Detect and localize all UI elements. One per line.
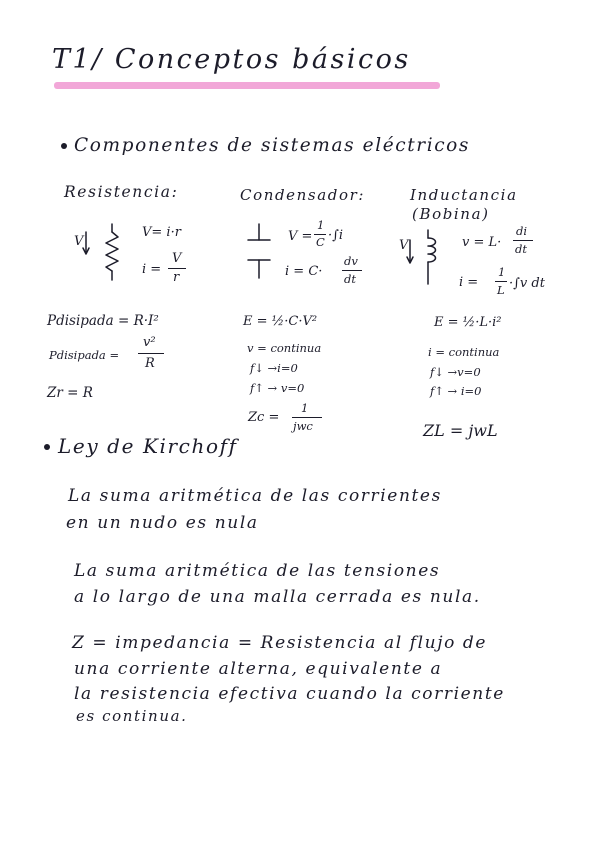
resistencia-title: Resistencia: (64, 183, 179, 201)
ind-energy: E = ½·L·i² (434, 315, 502, 330)
inductancia-subtitle: (Bobina) (412, 205, 490, 223)
ind-current-den: L (497, 283, 505, 297)
fraction-bar (342, 270, 362, 271)
current-equation-den: r (173, 270, 180, 285)
cap-impedance-lhs: Zc = (248, 410, 280, 425)
kirchoff-voltage-line-2: a lo largo de una malla cerrada es nula. (74, 587, 481, 607)
power-dissipated-2-num: v² (143, 335, 156, 350)
ind-note-continua: i = continua (428, 345, 500, 359)
resistor-impedance: Zr = R (47, 385, 93, 401)
fraction-bar (168, 268, 186, 269)
kirchoff-current-line-1: La suma aritmética de las corrientes (68, 486, 442, 506)
impedance-def-line-1: Z = impedancia = Resistencia al flujo de (72, 633, 488, 653)
ind-current-lhs: i = (459, 275, 479, 290)
cap-impedance-num: 1 (301, 401, 309, 415)
capacitor-symbol-icon (244, 222, 274, 280)
fraction-bar (513, 240, 533, 241)
resistor-voltage-label: V (74, 234, 84, 249)
kirchoff-current-line-2: en un nudo es nula (66, 513, 259, 533)
cap-current-num: dv (344, 254, 358, 268)
cap-current-den: dt (344, 272, 356, 286)
ind-voltage-den: dt (515, 242, 527, 256)
ind-note-high-freq: f↑ → i=0 (430, 384, 482, 398)
ind-note-low-freq: f↓ →v=0 (430, 365, 481, 379)
kirchoff-voltage-line-1: La suma aritmética de las tensiones (74, 561, 441, 581)
impedance-def-line-4: es continua. (76, 707, 188, 725)
cap-current-lhs: i = C· (285, 264, 323, 279)
inductancia-title: Inductancia (410, 186, 518, 204)
resistor-symbol-icon (70, 222, 128, 284)
ind-voltage-num: di (516, 224, 528, 238)
power-dissipated-1: Pdisipada = R·I² (47, 313, 159, 329)
condensador-title: Condensador: (240, 186, 366, 204)
fraction-bar (292, 417, 322, 418)
page-title: T1/ Conceptos básicos (52, 44, 411, 75)
power-dissipated-2-den: R (145, 356, 155, 371)
cap-note-low-freq: f↓ →i=0 (250, 361, 298, 375)
ohm-law-equation: V= i·r (142, 225, 181, 240)
ind-voltage-lhs: v = L· (462, 235, 502, 250)
inductor-voltage-label: V (399, 238, 409, 253)
ind-impedance: ZL = jwL (423, 421, 498, 440)
impedance-def-line-2: una corriente alterna, equivalente a (74, 659, 443, 679)
fraction-bar (138, 353, 164, 354)
cap-impedance-den: jwc (293, 419, 313, 433)
bullet-icon (44, 444, 50, 450)
section-heading-kirchoff: Ley de Kirchoff (58, 434, 238, 458)
title-highlight (54, 82, 440, 89)
impedance-def-line-3: la resistencia efectiva cuando la corriente (74, 684, 505, 704)
ind-current-num: 1 (498, 265, 506, 279)
cap-note-continua: v = continua (247, 341, 322, 355)
inductor-symbol-icon (396, 228, 444, 286)
power-dissipated-2-lhs: Pdisipada = (49, 348, 120, 362)
cap-note-high-freq: f↑ → v=0 (250, 381, 305, 395)
cap-voltage-rhs: ·∫i (328, 228, 344, 243)
cap-voltage-num: 1 (317, 218, 325, 232)
section-heading-components: Componentes de sistemas eléctricos (74, 135, 471, 156)
cap-energy: E = ½·C·V² (243, 314, 318, 329)
cap-voltage-den: C (316, 235, 325, 249)
current-equation-lhs: i = (142, 262, 162, 277)
cap-voltage-lhs: V = (288, 229, 313, 244)
ind-current-rhs: ·∫v dt (509, 276, 545, 291)
fraction-bar (495, 281, 507, 282)
bullet-icon (61, 143, 67, 149)
current-equation-num: V (172, 251, 182, 266)
